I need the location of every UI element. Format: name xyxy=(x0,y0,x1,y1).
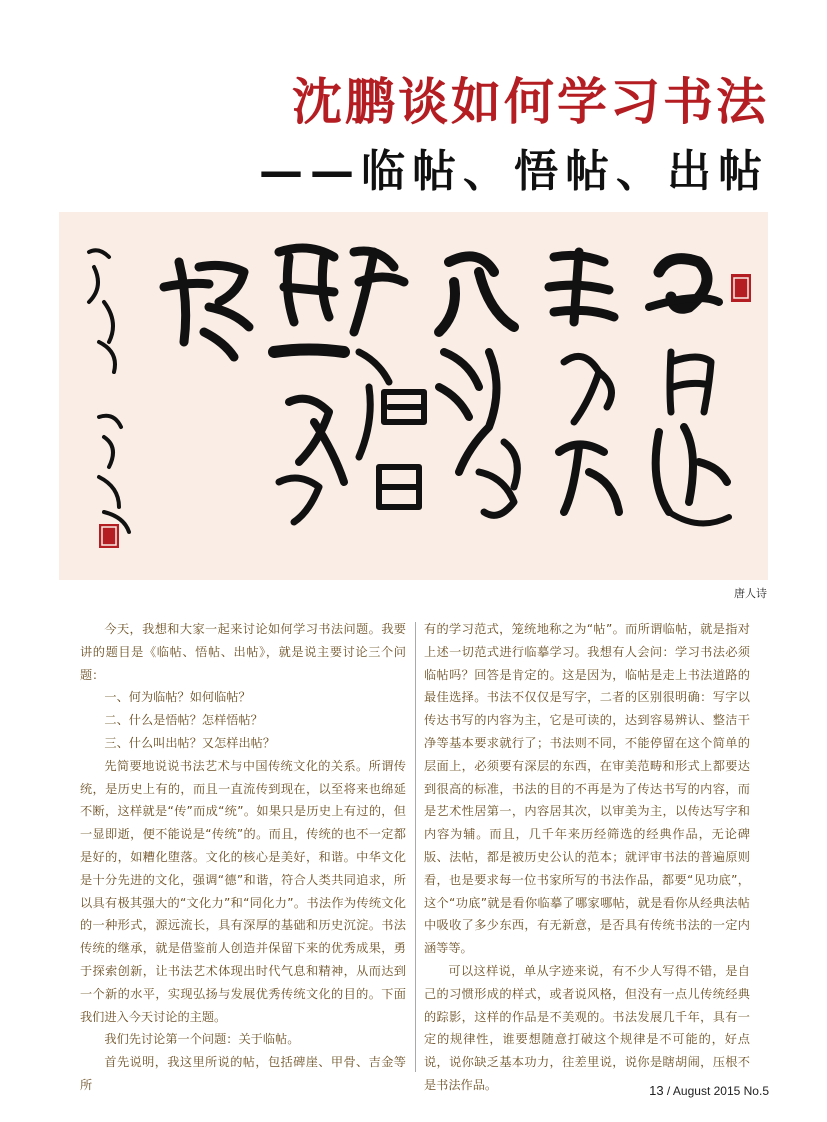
paragraph: 一、何为临帖？如何临帖？ xyxy=(104,690,251,705)
paragraph: 二、什么是悟帖？怎样悟帖？ xyxy=(104,713,263,728)
paragraph: 先简要地说说书法艺术与中国传统文化的关系。所谓传统，是历史上有的，而且一直流传到现在，以至将来也绵延不断，这样就是“传”而成“统”。如果只是历史上有过的，但一显即逝，便不能说是“传统”的。而且，传统的也不一定都是好的，如糟化堕落。文化的核心是美好，和谐。中华文化是十分先进的文化，强调“德”和谐，符合人类共同追求，所以具有极其强大的“文化力”和“同化力”。书法作为传统文化的一种形式，源远流长，具有深厚的基础和历史沉淀。书法传统的继承，就是借鉴前人创造并保留下来的优秀成果，勇于探索创新，让书法艺术体现出时代气息和精神，从而达到一个新的水平，实现弘扬与发展优秀传统文化的目的。下面我们进入今天讨论的主题。 xyxy=(80,758,406,1024)
paragraph: 我们先讨论第一个问题：关于临帖。 xyxy=(104,1032,300,1047)
page-number: 13 xyxy=(649,1083,664,1098)
article-subtitle: ——临帖、悟帖、出帖 xyxy=(259,146,769,197)
artwork-caption: 唐人诗 xyxy=(734,587,767,600)
paragraph: 三、什么叫出帖？又怎样出帖？ xyxy=(104,735,276,750)
page-footer xyxy=(649,1083,769,1098)
calligraphy-artwork xyxy=(59,212,768,580)
article-title: 沈鹏谈如何学习书法 xyxy=(292,72,769,131)
paragraph-continuation: 有的学习范式，笼统地称之为“帖”。而所谓临帖，就是指对上述一切范式进行临摹学习。我想有人会问：学习书法必须临帖吗？回答是肯定的。这是因为，临帖是走上书法道路的最佳选择。书法不仅仅是写字，二者的区别很明确：写字以传达书写的内容为主，它是可读的，达到容易辨认、整洁干净等基本要求就行了；书法则不同，不能停留在这个简单的层面上，必须要有深层的东西，在审美范畴和形式上都要达到很高的标准，书法的目的不再是为了传达书写的内容，而是艺术性居第一，内容居其次，以审美为主，以传达写字和内容为辅。而且，几千年来历经筛选的经典作品，无论碑版、法帖，都是被历史公认的范本；就评审书法的普遍原则看，也是要求每一位书家所写的书法作品，都要“见功底”，这个“功底”就是看你临摹了哪家哪帖，就是看你从经典法帖中吸收了多少东西，有无新意，是否具有传统书法的一定内涵等等。 xyxy=(424,622,750,956)
issue-label: August 2015 No.5 xyxy=(672,1084,769,1098)
footer-separator: / xyxy=(666,1084,671,1098)
column-divider xyxy=(415,622,416,1072)
calligraphy-brush-strokes xyxy=(59,212,768,580)
paragraph: 今天，我想和大家一起来讨论如何学习书法问题。我要讲的题目是《临帖、悟帖、出帖》，就是说主要讨论三个问题： xyxy=(80,622,406,682)
paragraph: 可以这样说，单从字迹来说，有不少人写得不错，是自己的习惯形成的样式，或者说风格，但没有一点儿传统经典的踪影，这样的作品是不美观的。书法发展几千年，具有一定的规律性，谁要想随意打破这个规律是不可能的，好点说，说你缺乏基本功力，往差里说，说你是瞎胡闹，压根不是书法作品。 xyxy=(424,963,750,1092)
article-column-left xyxy=(80,618,406,1092)
paragraph: 首先说明，我这里所说的帖，包括碑崖、甲骨、吉金等所 xyxy=(80,1055,406,1092)
